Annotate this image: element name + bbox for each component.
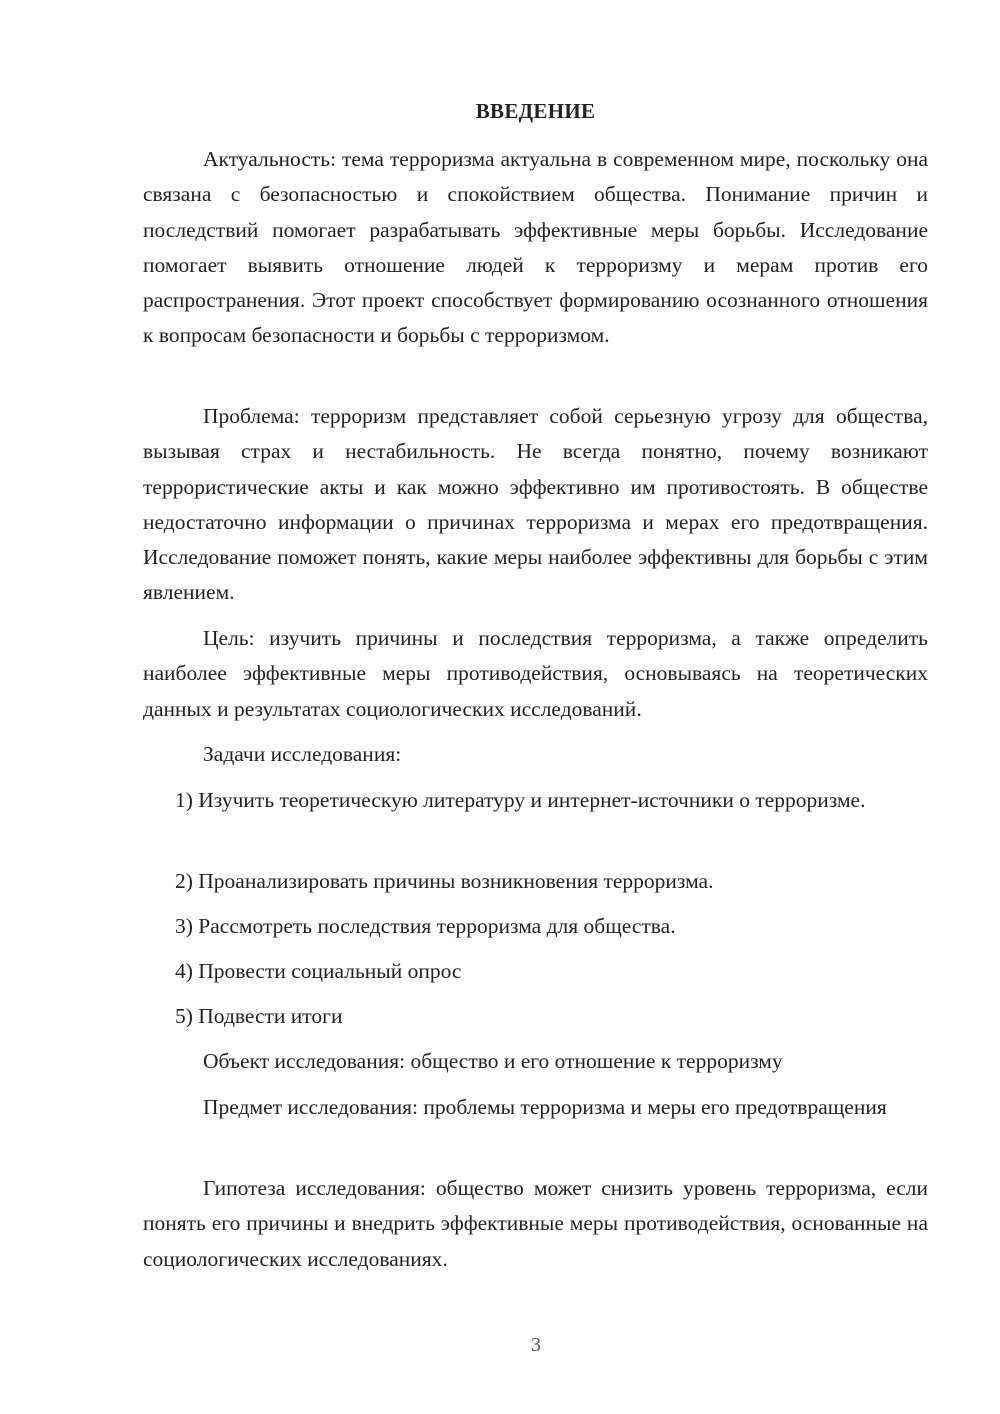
subject-paragraph: Предмет исследования: проблемы терроризма и меры его предотвращения bbox=[203, 1095, 887, 1119]
page-title: ВВЕДЕНИЕ bbox=[475, 99, 596, 123]
task-item-3: 3) Рассмотреть последствия терроризма для общества. bbox=[175, 914, 676, 938]
object-paragraph: Объект исследования: общество и его отношение к терроризму bbox=[203, 1049, 783, 1073]
task-item-2: 2) Проанализировать причины возникновения терроризма. bbox=[175, 869, 714, 893]
task-item-4: 4) Провести социальный опрос bbox=[175, 959, 462, 983]
task-item-5: 5) Подвести итоги bbox=[175, 1004, 343, 1028]
page-number: 3 bbox=[531, 1334, 541, 1356]
goal-paragraph: Цель: изучить причины и последствия терроризма, а также определить наиболее эффективные меры противодействия, основываясь на теоретических данных и результатах социологических исследований. bbox=[143, 626, 928, 721]
task-item-1: 1) Изучить теоретическую литературу и интернет-источники о терроризме. bbox=[175, 788, 866, 812]
hypothesis-paragraph: Гипотеза исследования: общество может снизить уровень терроризма, если понять его причины и внедрить эффективные меры противодействия, основанные на социологических исследованиях. bbox=[143, 1176, 928, 1271]
relevance-paragraph: Актуальность: тема терроризма актуальна в современном мире, поскольку она связана с безопасностью и спокойствием общества. Понимание причин и последствий помогает разрабатывать эффективные меры борьбы. Исследование помогает выявить отношение людей к терроризму и мерам против его распространения. Этот проект способствует формированию осознанного отношения к вопросам безопасности и борьбы с терроризмом. bbox=[143, 147, 928, 348]
tasks-heading: Задачи исследования: bbox=[203, 742, 402, 766]
problem-paragraph: Проблема: терроризм представляет собой серьезную угрозу для общества, вызывая страх и нестабильность. Не всегда понятно, почему возникают террористические акты и как можно эффективно им противостоять. В обществе недостаточно информации о причинах терроризма и мерах его предотвращения. Исследование поможет понять, какие меры наиболее эффективны для борьбы с этим явлением. bbox=[143, 404, 928, 605]
